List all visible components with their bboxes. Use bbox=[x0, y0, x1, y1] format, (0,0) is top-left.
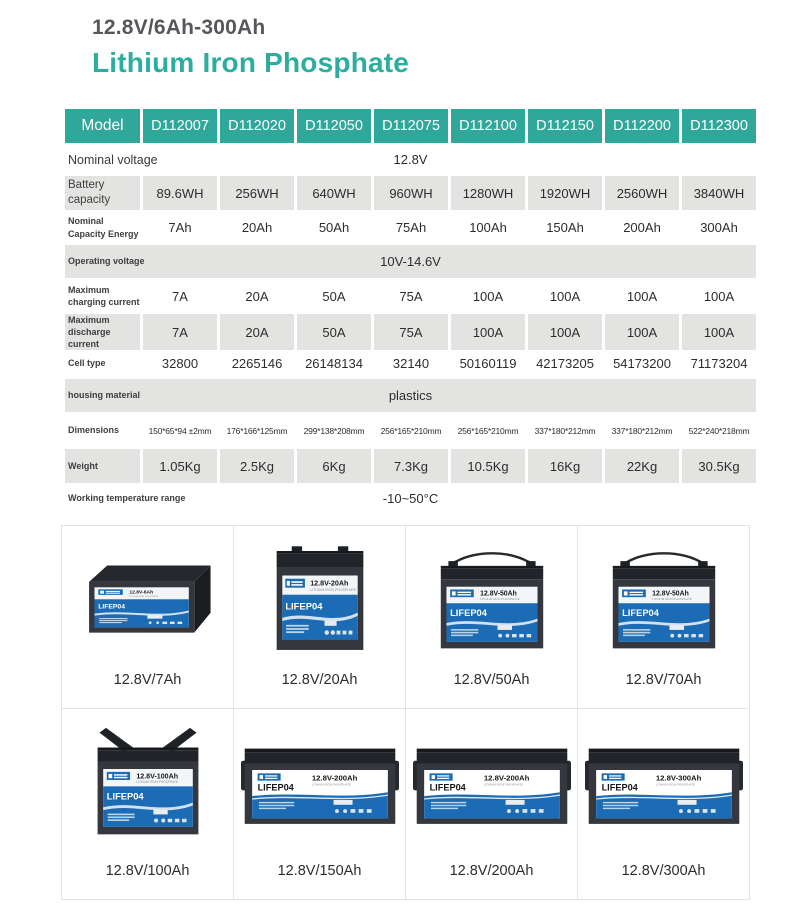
model-header-cell: D112020 bbox=[220, 109, 294, 143]
spec-cell: 100A bbox=[451, 314, 525, 350]
spec-cell: 50160119 bbox=[459, 356, 517, 371]
spec-row-operating-voltage bbox=[65, 245, 756, 278]
model-text: 12.8V-100Ah bbox=[135, 772, 178, 781]
brand-logo bbox=[98, 589, 123, 595]
spec-chip bbox=[505, 800, 524, 805]
battery-image bbox=[578, 709, 749, 857]
brand-text: LIFEP04 bbox=[449, 607, 487, 618]
model-header-cell: D112050 bbox=[297, 109, 371, 143]
product-caption: 12.8V/300Ah bbox=[621, 863, 706, 879]
spec-row-value: plastics bbox=[388, 388, 433, 403]
battery-label bbox=[103, 769, 193, 827]
spec-row-nominal-capacity bbox=[65, 210, 756, 245]
brand-text: LIFEP04 bbox=[429, 782, 466, 793]
spec-cell: 2.5Kg bbox=[220, 449, 294, 483]
spec-row-value: -10~50°C bbox=[382, 491, 439, 506]
spec-row-value: 10V-14.6V bbox=[380, 254, 441, 269]
product-card bbox=[405, 708, 578, 900]
model-header-label: Model bbox=[65, 109, 140, 143]
spec-cell: 10.5Kg bbox=[451, 449, 525, 483]
brand-sub-text: LITHIUM IRON PHOSPHATE bbox=[651, 596, 692, 601]
spec-table bbox=[65, 109, 756, 514]
product-caption: 12.8V/7Ah bbox=[113, 672, 182, 688]
page-subtitle: 12.8V/6Ah-300Ah bbox=[92, 16, 266, 39]
model-header-cell: D112200 bbox=[605, 109, 679, 143]
battery-label bbox=[94, 587, 188, 627]
model-text: 12.8V-300Ah bbox=[655, 773, 701, 783]
model-text: 12.8V-200Ah bbox=[311, 773, 357, 783]
spec-row-label: Weight bbox=[65, 449, 140, 483]
battery-image bbox=[234, 526, 405, 674]
product-caption: 12.8V/70Ah bbox=[625, 672, 702, 688]
spec-cell: 32140 bbox=[392, 356, 430, 371]
spec-cell: 50Ah bbox=[318, 220, 350, 235]
brand-sub-text: LITHIUM IRON PHOSPHATE bbox=[655, 782, 695, 787]
spec-cell: 100A bbox=[682, 314, 756, 350]
spec-cell: 300Ah bbox=[700, 220, 738, 235]
brand-logo bbox=[429, 773, 452, 780]
spec-cell: 20A bbox=[245, 288, 269, 304]
spec-row-label: Operating voltage bbox=[68, 256, 145, 267]
spec-cell: 640WH bbox=[297, 176, 371, 210]
spec-cell: 337*180*212mm bbox=[611, 425, 673, 436]
spec-cell: 337*180*212mm bbox=[534, 425, 596, 436]
spec-row-label: Maximum charging current bbox=[68, 284, 140, 307]
brand-sub-text: LITHIUM IRON PHOSPHATE bbox=[309, 587, 356, 592]
spec-cell: 30.5Kg bbox=[682, 449, 756, 483]
spec-cell: 7Ah bbox=[168, 220, 192, 235]
spec-row-label: housing material bbox=[68, 390, 141, 401]
battery-image bbox=[62, 709, 233, 857]
spec-row-value: 12.8V bbox=[393, 152, 428, 167]
spec-cell: 176*166*125mm bbox=[226, 425, 288, 436]
brand-sub-text: LITHIUM IRON PHOSPHATE bbox=[128, 595, 158, 598]
battery-label bbox=[282, 576, 357, 640]
spec-cell: 256*165*210mm bbox=[380, 425, 442, 436]
spec-cell: 50A bbox=[322, 288, 346, 304]
spec-row-label: Nominal Capacity Energy bbox=[68, 216, 139, 239]
brand-text: LIFEP04 bbox=[257, 782, 294, 793]
spec-chip bbox=[677, 800, 696, 805]
spec-cell: 150Ah bbox=[546, 220, 584, 235]
spec-cell: 100A bbox=[472, 288, 504, 304]
spec-cell: 100A bbox=[528, 314, 602, 350]
battery-label bbox=[618, 587, 709, 642]
spec-cell: 20Ah bbox=[241, 220, 273, 235]
model-header-row bbox=[65, 109, 756, 143]
spec-cell: 71173204 bbox=[690, 356, 748, 371]
battery-image bbox=[406, 709, 577, 857]
spec-cell: 20A bbox=[220, 314, 294, 350]
spec-row-dimensions bbox=[65, 412, 756, 449]
spec-cell: 42173205 bbox=[536, 356, 594, 371]
spec-cell: 1.05Kg bbox=[143, 449, 217, 483]
product-caption: 12.8V/100Ah bbox=[105, 863, 190, 879]
product-caption: 12.8V/150Ah bbox=[277, 863, 362, 879]
spec-row-label: Maximum discharge current bbox=[65, 314, 140, 350]
product-caption: 12.8V/50Ah bbox=[453, 672, 530, 688]
page-header bbox=[0, 0, 804, 79]
model-header-cell: D112150 bbox=[528, 109, 602, 143]
brand-logo bbox=[450, 589, 474, 597]
spec-cell: 75A bbox=[374, 314, 448, 350]
spec-cell: 89.6WH bbox=[143, 176, 217, 210]
product-gallery bbox=[62, 526, 750, 900]
model-text: 12.8V-200Ah bbox=[483, 773, 529, 783]
spec-chip bbox=[497, 625, 512, 630]
model-header-cell: D112100 bbox=[451, 109, 525, 143]
spec-row-battery-capacity bbox=[65, 176, 756, 210]
spec-cell: 22Kg bbox=[605, 449, 679, 483]
product-card bbox=[577, 525, 750, 709]
spec-chip bbox=[333, 800, 352, 805]
product-caption: 12.8V/20Ah bbox=[281, 672, 358, 688]
spec-cell: 1280WH bbox=[451, 176, 525, 210]
brand-text: LIFEP04 bbox=[601, 782, 638, 793]
spec-cell: 7A bbox=[143, 314, 217, 350]
product-card bbox=[233, 525, 406, 709]
spec-cell: 2265146 bbox=[231, 356, 283, 371]
spec-cell: 2560WH bbox=[605, 176, 679, 210]
spec-row-housing-material bbox=[65, 379, 756, 412]
spec-cell: 960WH bbox=[374, 176, 448, 210]
battery-image bbox=[234, 709, 405, 857]
product-card bbox=[61, 708, 234, 900]
spec-cell: 3840WH bbox=[682, 176, 756, 210]
spec-cell: 200Ah bbox=[623, 220, 661, 235]
spec-row-max-charging bbox=[65, 278, 756, 314]
model-header-cell: D112075 bbox=[374, 109, 448, 143]
spec-row-max-discharge bbox=[65, 314, 756, 348]
spec-cell: 75A bbox=[399, 288, 423, 304]
spec-chip bbox=[153, 810, 167, 815]
spec-cell: 1920WH bbox=[528, 176, 602, 210]
spec-cell: 6Kg bbox=[297, 449, 371, 483]
spec-cell: 150*65*94 ±2mm bbox=[148, 425, 212, 436]
spec-row-label: Nominal voltage bbox=[68, 152, 158, 167]
product-card bbox=[61, 525, 234, 709]
spec-chip bbox=[669, 625, 684, 630]
spec-chip bbox=[324, 620, 336, 625]
brand-sub-text: LITHIUM IRON PHOSPHATE bbox=[311, 782, 351, 787]
spec-cell: 54173200 bbox=[613, 356, 671, 371]
model-header-cell: D112007 bbox=[143, 109, 217, 143]
model-header-cell: D112300 bbox=[682, 109, 756, 143]
brand-logo bbox=[622, 589, 646, 597]
spec-cell: 16Kg bbox=[528, 449, 602, 483]
brand-logo bbox=[106, 772, 129, 780]
spec-cell: 7A bbox=[172, 288, 188, 304]
spec-cell: 100A bbox=[605, 314, 679, 350]
spec-cell: 26148134 bbox=[305, 356, 363, 371]
spec-cell: 32800 bbox=[161, 356, 199, 371]
spec-chip bbox=[147, 615, 162, 618]
battery-label bbox=[596, 770, 732, 818]
battery-label bbox=[424, 770, 560, 818]
brand-logo bbox=[257, 773, 280, 780]
spec-cell: 299*138*208mm bbox=[303, 425, 365, 436]
brand-text: LIFEP04 bbox=[106, 791, 144, 802]
spec-cell: 100A bbox=[703, 288, 735, 304]
spec-cell: 75Ah bbox=[395, 220, 427, 235]
product-card bbox=[233, 708, 406, 900]
brand-sub-text: LITHIUM IRON PHOSPHATE bbox=[135, 779, 178, 784]
spec-row-label: Cell type bbox=[68, 358, 106, 369]
spec-row-working-temp bbox=[65, 483, 756, 514]
spec-row-label: Battery capacity bbox=[65, 176, 140, 210]
battery-image bbox=[406, 526, 577, 674]
model-text: 12.8V-6Ah bbox=[128, 589, 153, 596]
model-text: 12.8V-50Ah bbox=[651, 590, 689, 598]
spec-row-label: Dimensions bbox=[68, 425, 120, 436]
spec-row-nominal-voltage bbox=[65, 143, 756, 176]
brand-sub-text: LITHIUM IRON PHOSPHATE bbox=[479, 596, 520, 601]
battery-label bbox=[446, 587, 537, 642]
spec-row-cell-type bbox=[65, 348, 756, 379]
brand-text: LIFEP04 bbox=[97, 603, 125, 611]
product-caption: 12.8V/200Ah bbox=[449, 863, 534, 879]
battery-image bbox=[62, 526, 233, 674]
spec-cell: 7.3Kg bbox=[374, 449, 448, 483]
brand-text: LIFEP04 bbox=[284, 600, 322, 612]
page-title: Lithium Iron Phosphate bbox=[92, 47, 410, 78]
brand-sub-text: LITHIUM IRON PHOSPHATE bbox=[483, 782, 523, 787]
product-card bbox=[577, 708, 750, 900]
spec-cell: 100A bbox=[626, 288, 658, 304]
model-text: 12.8V-50Ah bbox=[479, 590, 517, 598]
brand-logo bbox=[601, 773, 624, 780]
spec-cell: 256WH bbox=[220, 176, 294, 210]
spec-cell: 100A bbox=[549, 288, 581, 304]
spec-cell: 50A bbox=[297, 314, 371, 350]
brand-logo bbox=[285, 579, 305, 588]
battery-image bbox=[578, 526, 749, 674]
model-text: 12.8V-20Ah bbox=[309, 579, 348, 588]
brand-text: LIFEP04 bbox=[621, 607, 659, 618]
battery-label bbox=[252, 770, 388, 818]
spec-cell: 522*240*218mm bbox=[688, 425, 750, 436]
spec-cell: 100Ah bbox=[469, 220, 507, 235]
spec-row-label: Working temperature range bbox=[68, 493, 186, 504]
spec-row-weight bbox=[65, 449, 756, 483]
spec-cell: 256*165*210mm bbox=[457, 425, 519, 436]
product-card bbox=[405, 525, 578, 709]
